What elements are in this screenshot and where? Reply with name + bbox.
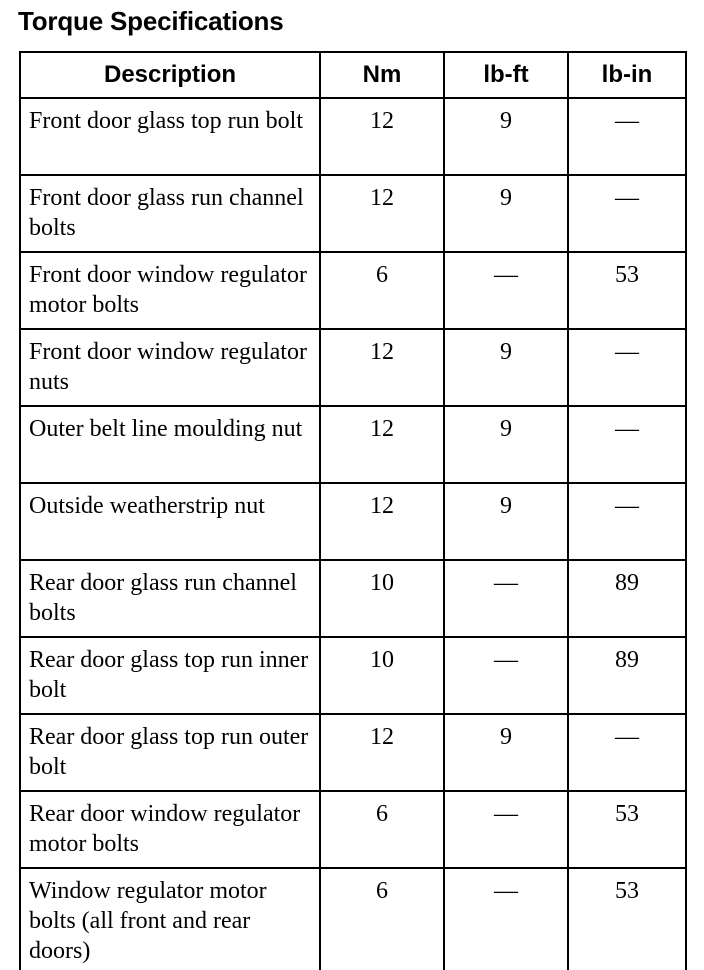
cell-lbin: — [568, 175, 686, 252]
cell-nm: 12 [320, 175, 444, 252]
header-nm: Nm [320, 52, 444, 98]
cell-lbft: 9 [444, 714, 568, 791]
cell-description: Outer belt line moulding nut [20, 406, 320, 483]
cell-lbin: — [568, 483, 686, 560]
table-row [20, 868, 686, 970]
cell-nm: 12 [320, 406, 444, 483]
cell-lbin: 89 [568, 637, 686, 714]
cell-lbft: — [444, 637, 568, 714]
cell-lbin: — [568, 329, 686, 406]
cell-lbin: — [568, 714, 686, 791]
cell-lbft: — [444, 791, 568, 868]
cell-nm: 6 [320, 791, 444, 868]
cell-lbft: — [444, 252, 568, 329]
cell-lbft: — [444, 868, 568, 970]
cell-nm: 6 [320, 868, 444, 970]
cell-lbin: 53 [568, 252, 686, 329]
cell-nm: 6 [320, 252, 444, 329]
cell-lbft: 9 [444, 175, 568, 252]
cell-nm: 12 [320, 329, 444, 406]
cell-lbin: — [568, 406, 686, 483]
cell-description: Front door glass top run bolt [20, 98, 320, 175]
table-row [20, 560, 686, 637]
table-row [20, 329, 686, 406]
cell-nm: 12 [320, 714, 444, 791]
cell-description: Front door glass run channel bolts [20, 175, 320, 252]
cell-lbft: 9 [444, 483, 568, 560]
table-row [20, 483, 686, 560]
table-row [20, 98, 686, 175]
cell-description: Rear door glass top run outer bolt [20, 714, 320, 791]
torque-spec-table [19, 51, 687, 970]
table-row [20, 252, 686, 329]
cell-description: Outside weatherstrip nut [20, 483, 320, 560]
cell-description: Rear door window regulator motor bolts [20, 791, 320, 868]
cell-description: Rear door glass top run inner bolt [20, 637, 320, 714]
cell-description: Front door window regulator motor bolts [20, 252, 320, 329]
table-row [20, 714, 686, 791]
cell-lbft: 9 [444, 98, 568, 175]
cell-description: Window regulator motor bolts (all front and rear doors) [20, 868, 320, 970]
cell-nm: 10 [320, 560, 444, 637]
cell-lbft: 9 [444, 329, 568, 406]
cell-lbin: 53 [568, 868, 686, 970]
cell-lbin: 89 [568, 560, 686, 637]
cell-description: Rear door glass run channel bolts [20, 560, 320, 637]
cell-nm: 12 [320, 483, 444, 560]
header-row [20, 52, 686, 98]
cell-lbin: 53 [568, 791, 686, 868]
header-lbft: lb-ft [444, 52, 568, 98]
cell-lbin: — [568, 98, 686, 175]
header-description: Description [20, 52, 320, 98]
table-row [20, 175, 686, 252]
cell-lbft: — [444, 560, 568, 637]
cell-lbft: 9 [444, 406, 568, 483]
table-row [20, 637, 686, 714]
cell-description: Front door window regulator nuts [20, 329, 320, 406]
cell-nm: 10 [320, 637, 444, 714]
header-lbin: lb-in [568, 52, 686, 98]
table-row [20, 791, 686, 868]
page-title: Torque Specifications [18, 6, 284, 36]
table-row [20, 406, 686, 483]
cell-nm: 12 [320, 98, 444, 175]
